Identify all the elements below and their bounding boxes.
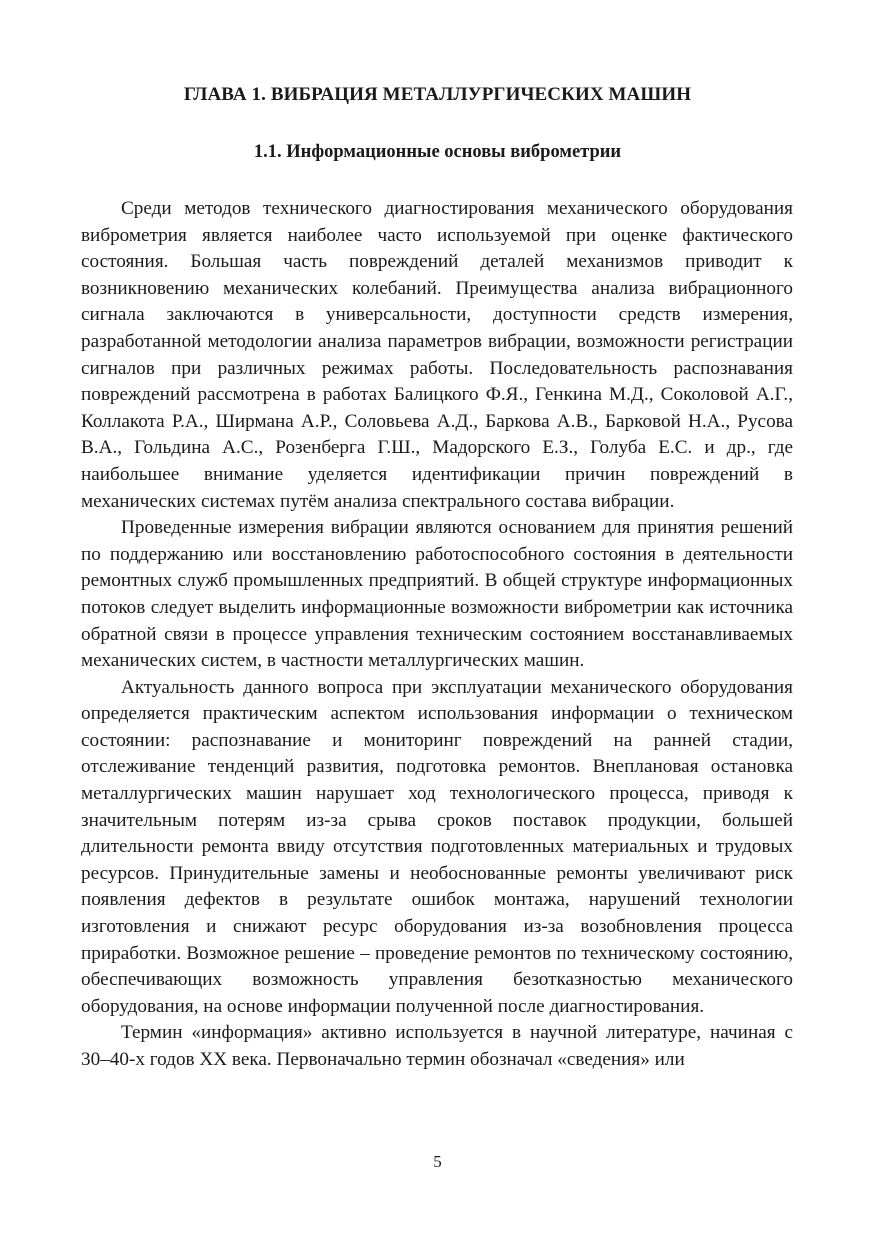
paragraph: Термин «информация» активно используется в научной литературе, начиная с 30–40-х годов XX века. Первоначально термин обозначал «сведения» или xyxy=(81,1022,793,1070)
page-number: 5 xyxy=(433,1152,442,1171)
paragraph: Актуальность данного вопроса при эксплуатации механического оборудования определяется практическим аспектом использования информации о техническом состоянии: распознавание и мониторинг повреждений на ранней стадии, отслеживание тенденций развития, подготовка ремонтов. Внеплановая остановка металлургических машин нарушает ход технологического процесса, приводя к значительным потерям из-за срыва сроков поставок продукции, большей длительности ремонта ввиду отсутствия подготовленных материальных и трудовых ресурсов. Принудительные замены и необоснованные ремонты увеличивают риск появления дефектов в результате ошибок монтажа, нарушений технологии изготовления и снижают ресурс оборудования из-за возобновления процесса приработки. Возможное решение – проведение ремонтов по техническому состоянию, обеспечивающих возможность управления безотказностью механического оборудования, на основе информации полученной после диагностирования. xyxy=(81,676,793,1017)
paragraph: Среди методов технического диагностирования механического оборудования виброметрия является наиболее часто используемой при оценке фактического состояния. Большая часть повреждений деталей механизмов приводит к возникновению механических колебаний. Преимущества анализа вибрационного сигнала заключаются в универсальности, доступности средств измерения, разработанной методологии анализа параметров вибрации, возможности регистрации сигналов при различных режимах работы. Последовательность распознавания повреждений рассмотрена в работах Балицкого Ф.Я., Генкина М.Д., Соколовой А.Г., Коллакота Р.А., Ширмана А.Р., Соловьева А.Д., Баркова А.В., Барковой Н.А., Русова В.А., Гольдина А.С., Розенберга Г.Ш., Мадорского Е.З., Голуба Е.С. и др., где наибольшее внимание уделяется идентификации причин повреждений в механических системах путём анализа спектрального состава вибрации. xyxy=(81,198,793,512)
chapter-title: ГЛАВА 1. ВИБРАЦИЯ МЕТАЛЛУРГИЧЕСКИХ МАШИН xyxy=(183,84,692,105)
body-text xyxy=(81,196,793,1074)
section-title: 1.1. Информационные основы виброметрии xyxy=(253,142,622,162)
paragraph: Проведенные измерения вибрации являются основанием для принятия решений по поддержанию или восстановлению работоспособного состояния в деятельности ремонтных служб промышленных предприятий. В общей структуре информационных потоков следует выделить информационные возможности виброметрии как источника обратной связи в процессе управления техническим состоянием восстанавливаемых механических систем, в частности металлургических машин. xyxy=(81,517,793,672)
